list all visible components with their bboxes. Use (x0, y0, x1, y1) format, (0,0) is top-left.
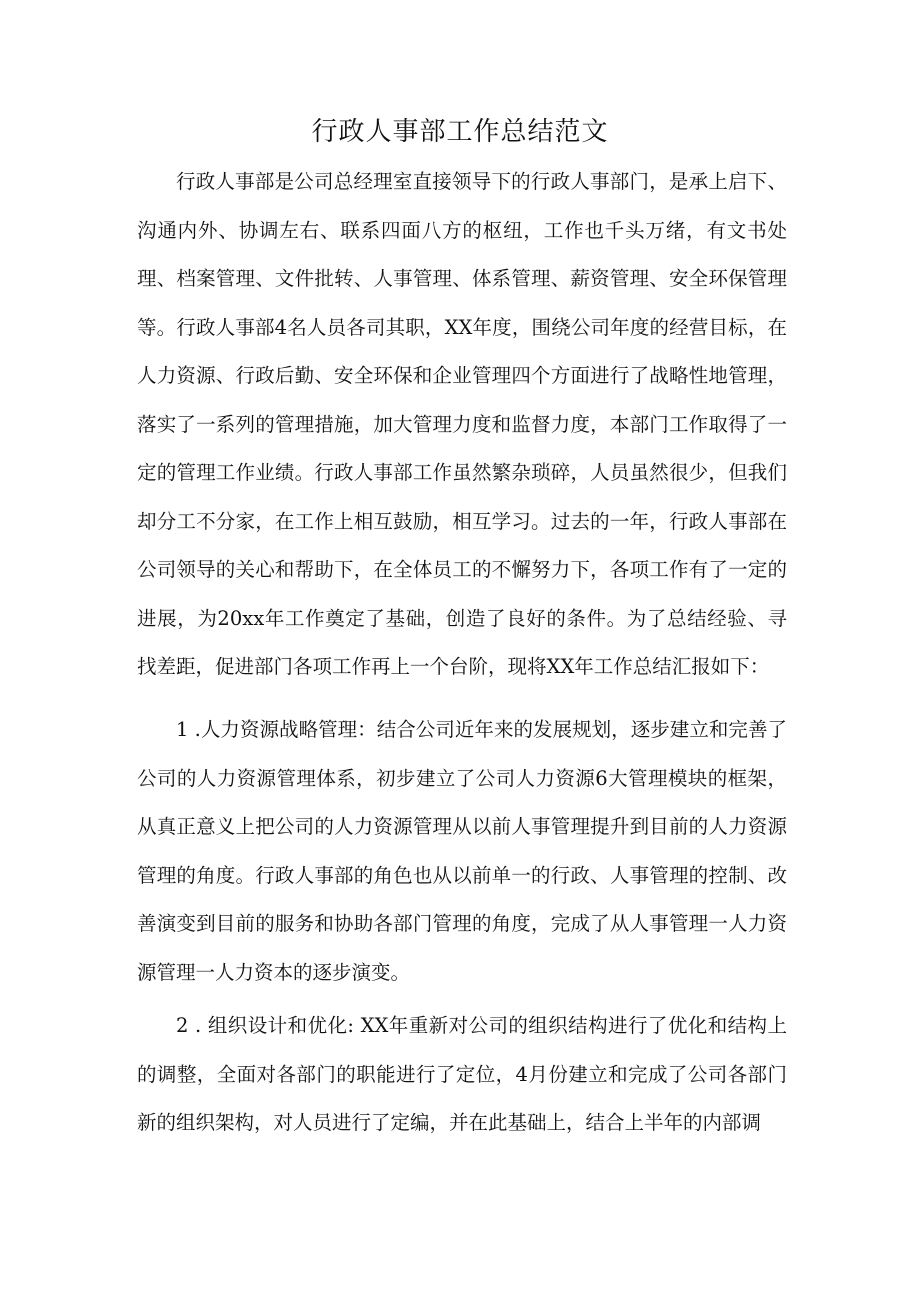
paragraph-org-design: 2 . 组织设计和优化: XX年重新对公司的组织结构进行了优化和结构上的调整，全面对各部门的职能进行了定位，4月份建立和完成了公司各部门新的组织架构，对人员进行了定编，并在此基础上，结合上半年的内部调 (137, 1014, 787, 1134)
paragraph-intro: 行政人事部是公司总经理室直接领导下的行政人事部门，是承上启下、沟通内外、协调左右、联系四面八方的枢纽，工作也千头万绪，有文书处理、档案管理、文件批转、人事管理、体系管理、薪资管理、安全环保管理等。行政人事部4名人员各司其职，XX年度，围绕公司年度的经营目标，在人力资源、行政后勤、安全环保和企业管理四个方面进行了战略性地管理，落实了一系列的管理措施，加大管理力度和监督力度，本部门工作取得了一定的管理工作业绩。行政人事部工作虽然繁杂琐碎，人员虽然很少，但我们却分工不分家，在工作上相互鼓励，相互学习。过去的一年，行政人事部在公司领导的关心和帮助下，在全体员工的不懈努力下，各项工作有了一定的进展，为20xx年工作奠定了基础，创造了良好的条件。为了总结经验、寻找差距，促进部门各项工作再上一个台阶，现将XX年工作总结汇报如下： (137, 170, 787, 678)
document-title: 行政人事部工作总结范文 (311, 117, 609, 147)
paragraph-hr-strategy: 1 .人力资源战略管理：结合公司近年来的发展规划，逐步建立和完善了公司的人力资源管理体系，初步建立了公司人力资源6大管理模块的框架，从真正意义上把公司的人力资源管理从以前人事管理提升到目前的人力资源管理的角度。行政人事部的角色也从以前单一的行政、人事管理的控制、改善演变到目前的服务和协助各部门管理的角度，完成了从人事管理一人力资源管理一人力资本的逐步演变。 (137, 718, 787, 984)
